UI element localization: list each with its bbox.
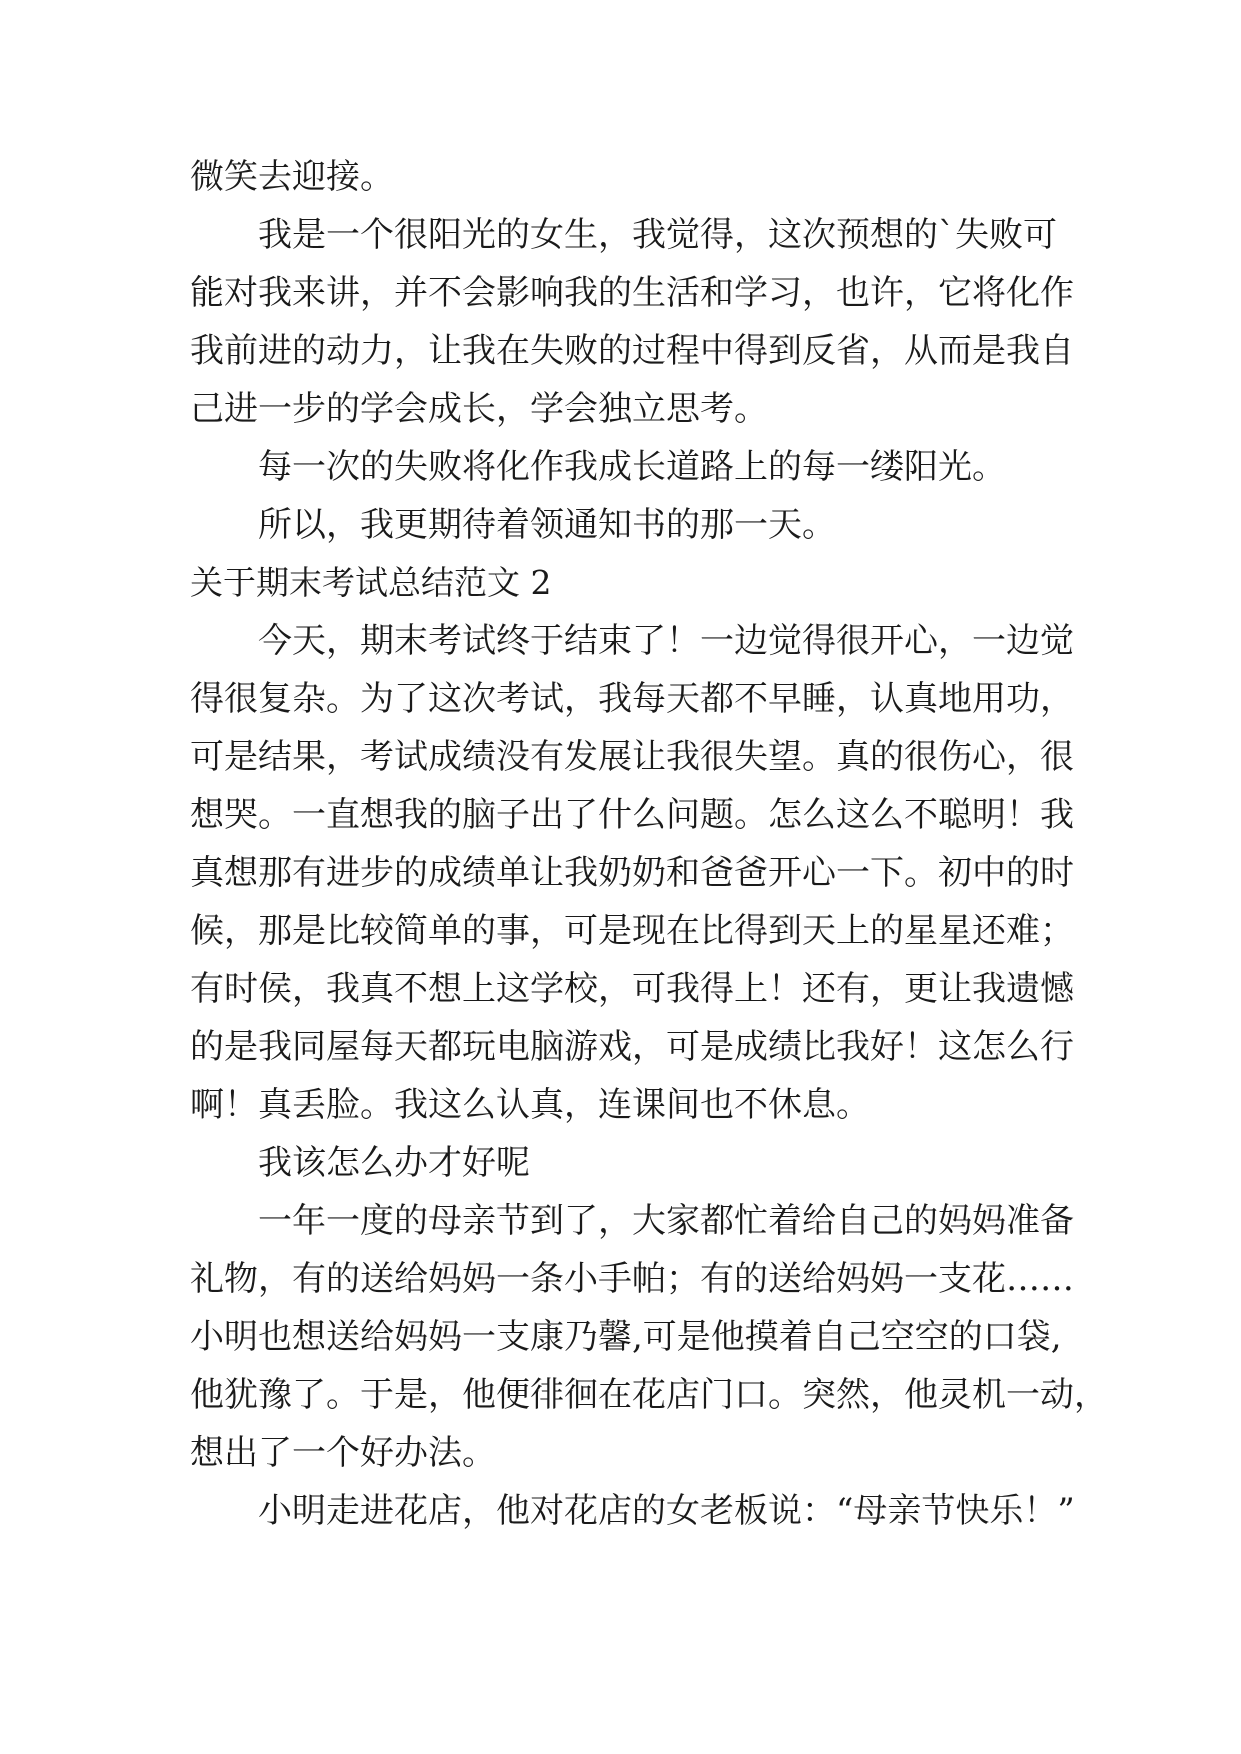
paragraph-line: 微笑去迎接。 (190, 157, 394, 197)
paragraph-line: 今天，期末考试终于结束了！一边觉得很开心，一边觉 (258, 621, 1074, 661)
paragraph-line: 候，那是比较简单的事，可是现在比得到天上的星星还难； (190, 911, 1074, 951)
paragraph-line: 能对我来讲，并不会影响我的生活和学习，也许，它将化作 (190, 273, 1074, 313)
paragraph-line: 所以，我更期待着领通知书的那一天。 (258, 505, 836, 545)
paragraph-line: 他犹豫了。于是，他便徘徊在花店门口。突然，他灵机一动， (190, 1375, 1108, 1415)
paragraph-line: 己进一步的学会成长，学会独立思考。 (190, 389, 768, 429)
section-heading: 关于期末考试总结范文 2 (190, 563, 552, 602)
paragraph-line: 得很复杂。为了这次考试，我每天都不早睡，认真地用功， (190, 679, 1074, 719)
paragraph-line: 真想那有进步的成绩单让我奶奶和爸爸开心一下。初中的时 (190, 853, 1074, 893)
paragraph-line: 我是一个很阳光的女生，我觉得，这次预想的`失败可 (258, 215, 1057, 255)
paragraph-line: 有时侯，我真不想上这学校，可我得上！还有，更让我遗憾 (190, 969, 1074, 1009)
paragraph-line: 每一次的失败将化作我成长道路上的每一缕阳光。 (258, 447, 1006, 487)
paragraph-line: 小明也想送给妈妈一支康乃馨,可是他摸着自己空空的口袋, (190, 1317, 1062, 1357)
document-page (190, 148, 1108, 1540)
paragraph-line: 我该怎么办才好呢 (258, 1143, 530, 1183)
paragraph-line: 我前进的动力，让我在失败的过程中得到反省，从而是我自 (190, 331, 1074, 371)
paragraph-line: 啊！真丢脸。我这么认真，连课间也不休息。 (190, 1085, 870, 1125)
paragraph-line: 想出了一个好办法。 (190, 1433, 496, 1473)
paragraph-line: 可是结果，考试成绩没有发展让我很失望。真的很伤心，很 (190, 737, 1074, 777)
paragraph-line: 小明走进花店，他对花店的女老板说：“母亲节快乐！” (258, 1491, 1075, 1531)
paragraph-line: 的是我同屋每天都玩电脑游戏，可是成绩比我好！这怎么行 (190, 1027, 1074, 1067)
paragraph-line: 一年一度的母亲节到了，大家都忙着给自己的妈妈准备 (258, 1201, 1074, 1241)
paragraph-line: 礼物，有的送给妈妈一条小手帕；有的送给妈妈一支花…… (190, 1259, 1074, 1299)
paragraph-line: 想哭。一直想我的脑子出了什么问题。怎么这么不聪明！我 (190, 795, 1074, 835)
